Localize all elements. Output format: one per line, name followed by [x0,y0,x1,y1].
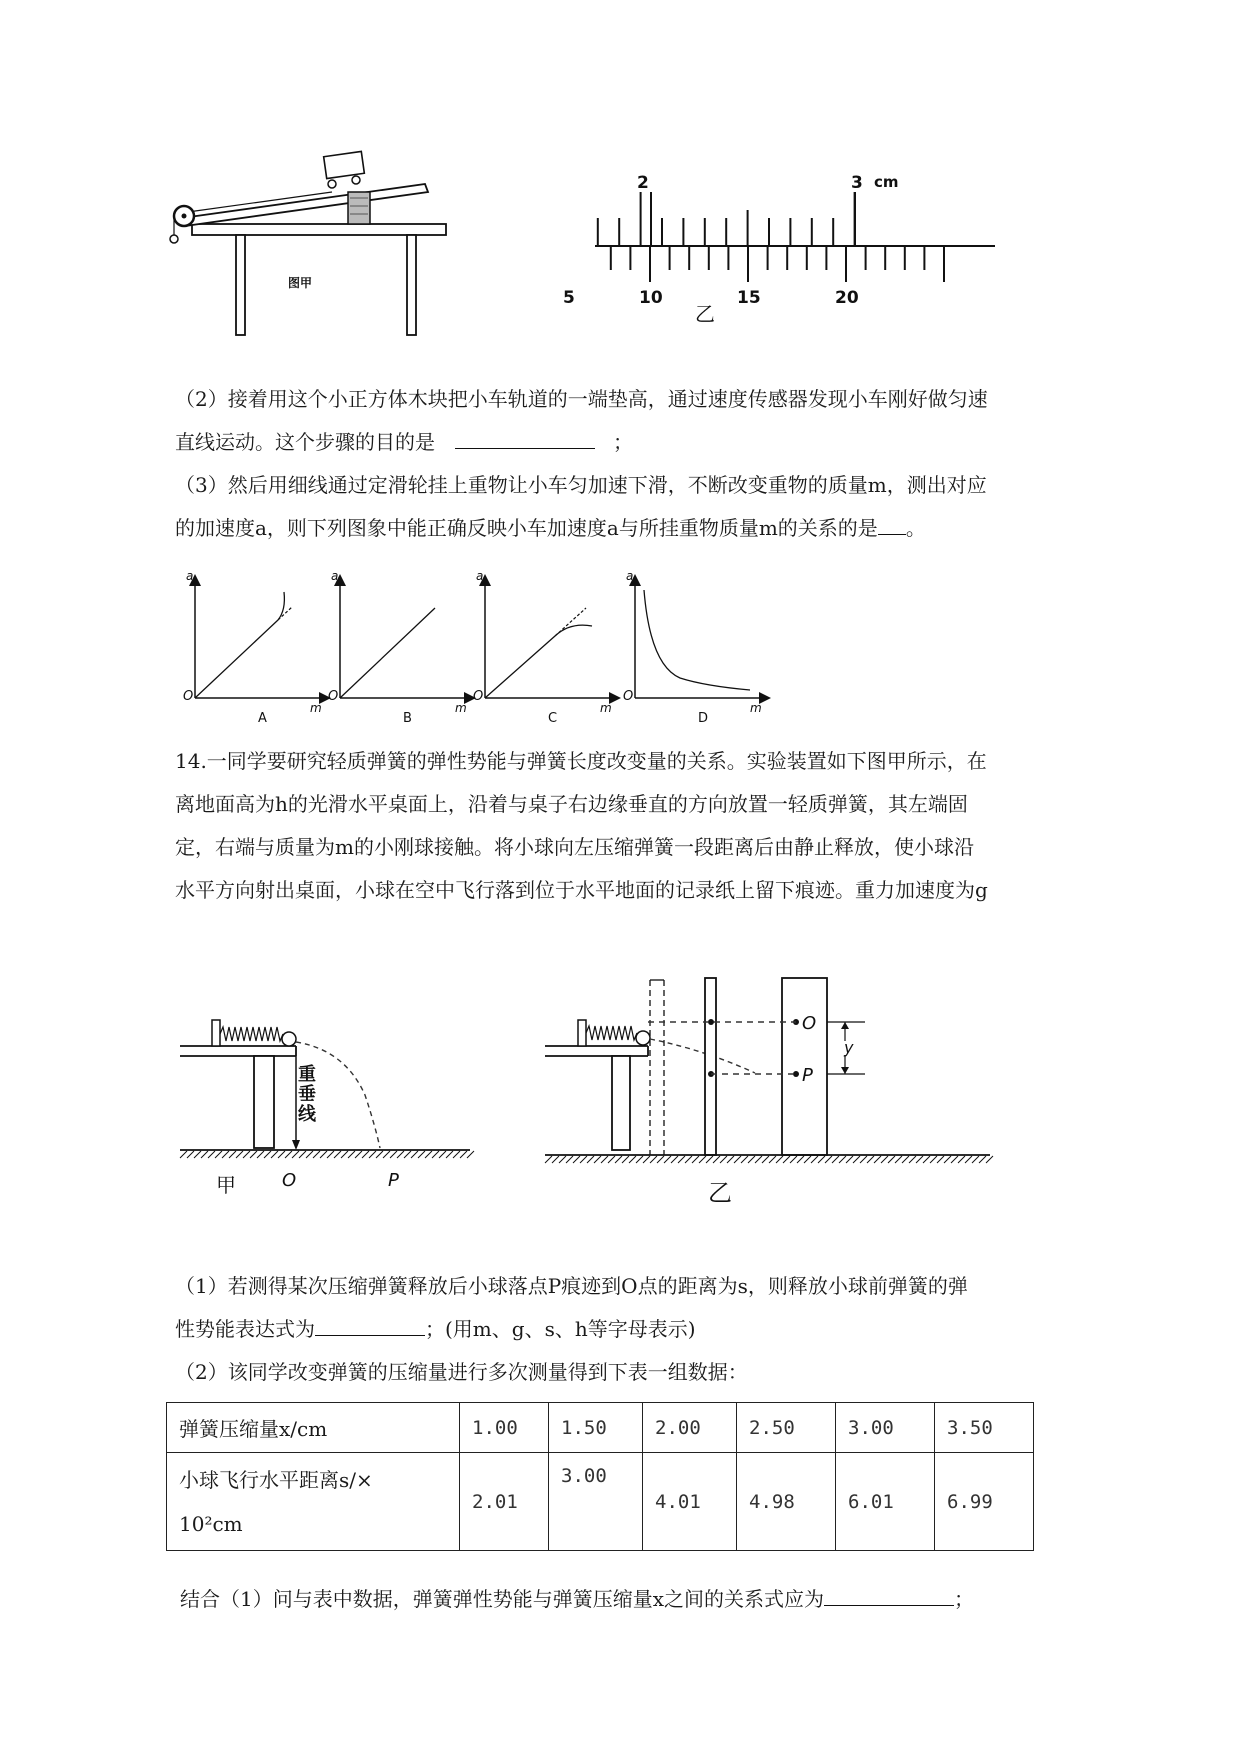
ground-hatch [643,1156,650,1163]
graph-b-label: B [403,711,412,726]
table-cell: 3.00 [836,1403,935,1453]
ground-hatch [404,1151,411,1158]
ground-hatch [762,1156,769,1163]
ground-hatch [678,1156,685,1163]
ground-hatch [846,1156,853,1163]
vernier-label-10: 10 [639,288,663,308]
ground-hatch [313,1151,320,1158]
ground-hatch [685,1156,692,1163]
point-p-label: P [388,1170,399,1191]
graph-a[interactable] [183,569,325,726]
right-p-label: P [802,1065,813,1086]
ground-hatch [285,1151,292,1158]
ground-hatch [278,1151,285,1158]
ground-hatch [706,1156,713,1163]
table-cell: 4.98 [737,1453,836,1551]
ground-hatch [986,1156,993,1163]
ground-hatch [937,1156,944,1163]
graph-d-label: D [698,711,709,726]
ground-hatch [909,1156,916,1163]
ground-hatch [348,1151,355,1158]
ground-hatch [229,1151,236,1158]
ground-hatch [601,1156,608,1163]
table-cell: 2.50 [737,1403,836,1453]
ground-hatch [194,1151,201,1158]
figure-jia2-label: 甲 [216,1173,236,1197]
ground-hatch [923,1156,930,1163]
ground-hatch [559,1156,566,1163]
ground-hatch [741,1156,748,1163]
sub1-line2: 性势能表达式为 [175,1317,315,1341]
ground-hatch [622,1156,629,1163]
ground-hatch [776,1156,783,1163]
q3-line2-end: 。 [905,516,926,540]
q2-line2-end: ； [613,430,633,454]
ground-hatch [874,1156,881,1163]
table-cell: 6.01 [836,1453,935,1551]
ground-hatch [783,1156,790,1163]
table-cell: 6.99 [935,1453,1034,1551]
y-label: y [844,1038,854,1057]
conclusion-text: 结合（1）问与表中数据，弹簧弹性势能与弹簧压缩量x之间的关系式应为 [180,1587,825,1611]
ground-hatch [790,1156,797,1163]
ground-hatch [306,1151,313,1158]
ground-hatch [972,1156,979,1163]
graph-a-label: A [258,711,267,726]
figure-yi-recording-board [530,975,1090,1215]
ground-hatch [650,1156,657,1163]
ground-hatch [699,1156,706,1163]
main-scale-label-2: 2 [637,173,649,193]
ground-hatch [236,1151,243,1158]
ground-hatch [951,1156,958,1163]
table-row1-header: 弹簧压缩量x/cm [167,1403,460,1453]
table-cell: 1.00 [460,1403,549,1453]
ground-hatch [657,1156,664,1163]
ground-hatch [818,1156,825,1163]
q2-line2: 直线运动。这个步骤的目的是 [175,430,435,454]
sub2-line1: （2）该同学改变弹簧的压缩量进行多次测量得到下表一组数据： [175,1360,748,1384]
sub1-line2-end: ；(用m、g、s、h等字母表示) [425,1317,696,1341]
ground-hatch [608,1156,615,1163]
table-cell: 4.01 [643,1453,737,1551]
q3-answer-blank[interactable] [878,512,906,535]
ground-hatch [425,1151,432,1158]
ground-hatch [713,1156,720,1163]
ground-hatch [439,1151,446,1158]
ground-hatch [944,1156,951,1163]
plumb-line-char-3: 线 [298,1104,316,1125]
graph-c-label: C [548,711,558,726]
ground-hatch [825,1156,832,1163]
ground-hatch [320,1151,327,1158]
ground-hatch [250,1151,257,1158]
ground-hatch [243,1151,250,1158]
ground-hatch [811,1156,818,1163]
ground-hatch [355,1151,362,1158]
ground-hatch [573,1156,580,1163]
ground-hatch [411,1151,418,1158]
sub1-line1: （1）若测得某次压缩弹簧释放后小球落点P痕迹到O点的距离为s，则释放小球前弹簧的弹 [175,1274,968,1298]
right-o-label: O [802,1013,817,1034]
ground-hatch [180,1151,187,1158]
svg-text:m: m [455,701,467,715]
unit-label: cm [874,173,899,191]
ground-hatch [201,1151,208,1158]
ground-hatch [432,1151,439,1158]
ground-hatch [208,1151,215,1158]
ground-hatch [594,1156,601,1163]
svg-text:a: a [626,569,634,583]
svg-text:a: a [476,569,484,583]
graph-b[interactable] [328,569,470,726]
ground-hatch [552,1156,559,1163]
svg-text:O: O [623,689,634,704]
vernier-label-5: 5 [563,288,575,308]
q3-line1: （3）然后用细线通过定滑轮挂上重物让小车匀加速下滑，不断改变重物的质量m，测出对应 [175,473,987,497]
ground-hatch [853,1156,860,1163]
ground-hatch [867,1156,874,1163]
ground-hatch [418,1151,425,1158]
q2-line1: （2）接着用这个小正方体木块把小车轨道的一端垫高，通过速度传感器发现小车刚好做匀速 [175,387,988,411]
graph-c[interactable] [473,569,615,726]
ground-hatch [369,1151,376,1158]
figure-yi-label: 乙 [695,302,715,326]
svg-text:a: a [186,569,194,583]
ground-hatch [636,1156,643,1163]
ground-hatch [257,1151,264,1158]
svg-text:m: m [310,701,322,715]
plumb-line-char-2: 垂 [298,1084,316,1105]
table-cell: 2.01 [460,1453,549,1551]
ground-hatch [860,1156,867,1163]
ground-hatch [299,1151,306,1158]
ground-hatch [797,1156,804,1163]
svg-text:O: O [328,689,339,704]
plumb-line-char-1: 重 [298,1064,316,1085]
ground-hatch [566,1156,573,1163]
ground-hatch [965,1156,972,1163]
ground-hatch [629,1156,636,1163]
ground-hatch [327,1151,334,1158]
ground-hatch [362,1151,369,1158]
ground-hatch [545,1156,552,1163]
ground-hatch [615,1156,622,1163]
ground-hatch [264,1151,271,1158]
ground-hatch [187,1151,194,1158]
svg-text:O: O [183,689,194,704]
ground-hatch [769,1156,776,1163]
conclusion-end: ； [954,1587,975,1611]
ground-hatch [467,1151,474,1158]
ground-hatch [580,1156,587,1163]
data-table [166,1402,1034,1551]
ground-hatch [930,1156,937,1163]
ground-hatch [292,1151,299,1158]
ground-hatch [755,1156,762,1163]
ground-hatch [748,1156,755,1163]
svg-text:m: m [600,701,612,715]
figure-yi-vernier-caliper [563,170,1005,330]
ground-hatch [671,1156,678,1163]
q3-line2: 的加速度a，则下列图象中能正确反映小车加速度a与所挂重物质量m的关系的是 [175,516,878,540]
ground-hatch [804,1156,811,1163]
ground-hatch [390,1151,397,1158]
ground-hatch [587,1156,594,1163]
q14-line2: 离地面高为h的光滑水平桌面上，沿着与桌子右边缘垂直的方向放置一轻质弹簧，其左端固 [175,792,968,816]
table-row2-header: 小球飞行水平距离s/× 10²cm [167,1453,460,1551]
svg-text:a: a [331,569,339,583]
table-cell: 1.50 [549,1403,643,1453]
ground-hatch [720,1156,727,1163]
table-cell: 3.00 [549,1453,643,1551]
q14-line1: 14.一同学要研究轻质弹簧的弹性势能与弹簧长度改变量的关系。实验装置如下图甲所示，在 [175,749,987,773]
ground-hatch [916,1156,923,1163]
ground-hatch [376,1151,383,1158]
ground-hatch [383,1151,390,1158]
ground-hatch [979,1156,986,1163]
ground-hatch [664,1156,671,1163]
ground-hatch [397,1151,404,1158]
ground-hatch [727,1156,734,1163]
ground-hatch [902,1156,909,1163]
ground-hatch [958,1156,965,1163]
sub1-answer-blank[interactable] [315,1313,425,1336]
ground-hatch [888,1156,895,1163]
figure-jia-cart-track [170,160,470,340]
vernier-label-20: 20 [835,288,859,308]
ground-hatch [271,1151,278,1158]
q14-line4: 水平方向射出桌面，小球在空中飞行落到位于水平地面的记录纸上留下痕迹。重力加速度为g [175,878,988,902]
point-o-label: O [282,1170,297,1191]
ground-hatch [734,1156,741,1163]
ground-hatch [832,1156,839,1163]
svg-text:O: O [473,689,484,704]
figure-jia-label: 图甲 [288,276,313,290]
main-scale-label-3: 3 [851,173,863,193]
ground-hatch [692,1156,699,1163]
ground-hatch [895,1156,902,1163]
figure-yi2-label: 乙 [708,1179,732,1207]
graphs-a-m [170,570,850,730]
ground-hatch [341,1151,348,1158]
ground-hatch [446,1151,453,1158]
q2-answer-blank[interactable] [455,426,595,449]
q14-line3: 定，右端与质量为m的小刚球接触。将小球向左压缩弹簧一段距离后由静止释放，使小球沿 [175,835,974,859]
figure-jia-spring-table [170,980,490,1210]
svg-text:m: m [750,701,762,715]
ground-hatch [453,1151,460,1158]
ground-hatch [460,1151,467,1158]
vernier-label-15: 15 [737,288,761,308]
graph-d[interactable] [623,569,765,726]
ground-hatch [334,1151,341,1158]
ground-hatch [881,1156,888,1163]
ground-hatch [839,1156,846,1163]
ground-hatch [215,1151,222,1158]
ground-hatch [222,1151,229,1158]
conclusion-answer-blank[interactable] [824,1583,954,1606]
table-cell: 2.00 [643,1403,737,1453]
table-cell: 3.50 [935,1403,1034,1453]
